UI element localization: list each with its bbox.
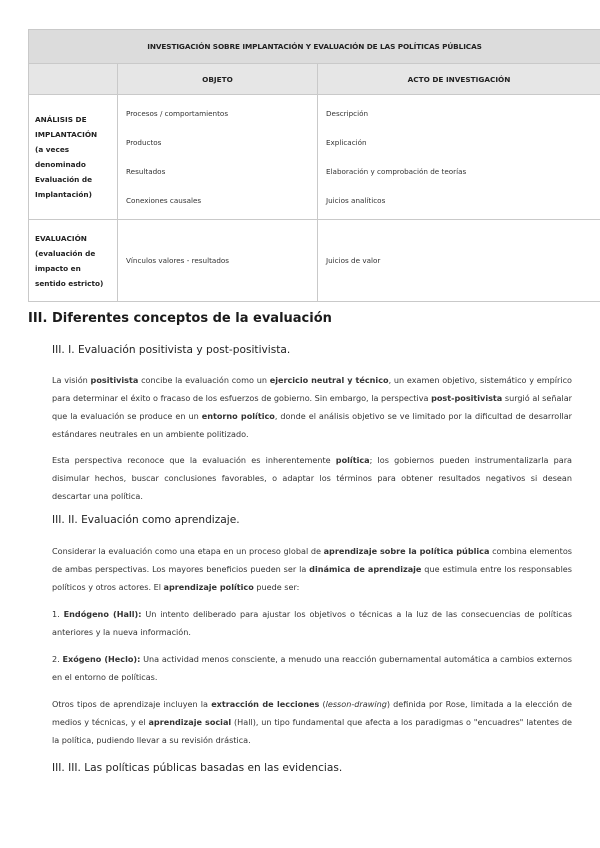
subsection-heading-1: III. I. Evaluación positivista y post-positivista. bbox=[52, 344, 291, 356]
row-header-evaluacion: EVALUACIÓN (evaluación de impacto en sentido estricto) bbox=[29, 220, 118, 302]
table-cell-line: Juicios de valor bbox=[326, 256, 381, 265]
cell-objeto-evaluacion bbox=[118, 220, 318, 302]
table-cell-line: Juicios analíticos bbox=[326, 196, 386, 205]
table-cell-line: Elaboración y comprobación de teorías bbox=[326, 167, 467, 176]
row-header-implantacion: ANÁLISIS DE IMPLANTACIÓN (a veces denominado Evaluación de Implantación) bbox=[29, 95, 118, 220]
paragraph-positivista: La visión positivista concibe la evaluación como un ejercicio neutral y técnico, un examen objetivo, sistemático y empírico para determinar el éxito o fracaso de los esfuerzos de gobierno. Sin embargo, la perspectiva post-positivista surgió al señalar que la evaluación se produce en un entorno político, donde el análisis objetivo se ve limitado por la dificultad de desarrollar estándares neutrales en un ambiente politizado. bbox=[52, 375, 573, 439]
paragraph-aprendizaje: Considerar la evaluación como una etapa en un proceso global de aprendizaje sobre la política pública combina elementos de ambas perspectivas. Los mayores beneficios pueden ser la dinámica de aprendizaje que estimula entre los responsables políticos y otros actores. El aprendizaje político puede ser: bbox=[52, 546, 573, 592]
table-cell-line: Resultados bbox=[126, 167, 166, 176]
paragraph-endogeno: 1. Endógeno (Hall): Un intento deliberado para ajustar los objetivos o técnicas a la luz de las consecuencias de políticas anteriores y la nueva información. bbox=[52, 609, 572, 637]
col-header-acto: ACTO DE INVESTIGACIÓN bbox=[318, 64, 600, 95]
table-cell-line: Conexiones causales bbox=[126, 196, 202, 205]
subsection-heading-3: III. III. Las políticas públicas basadas en las evidencias. bbox=[52, 762, 343, 774]
table-cell-line: Productos bbox=[126, 138, 162, 147]
paragraph-politica: Esta perspectiva reconoce que la evaluación es inherentemente política; los gobiernos pueden instrumentalizarla para disimular hechos, buscar conclusiones favorables, o adaptar los términos para obtener resultados negativos si desean descartar una política. bbox=[52, 455, 572, 501]
table-cell-line: Descripción bbox=[326, 109, 369, 118]
table-cell-line: Procesos / comportamientos bbox=[126, 109, 229, 118]
section-heading: III. Diferentes conceptos de la evaluación bbox=[28, 311, 332, 326]
table-empty-header-cell bbox=[29, 64, 118, 95]
subsection-heading-2: III. II. Evaluación como aprendizaje. bbox=[52, 514, 240, 526]
cell-acto-evaluacion bbox=[318, 220, 600, 302]
paragraph-otros-tipos: Otros tipos de aprendizaje incluyen la extracción de lecciones (lesson-drawing) definida por Rose, limitada a la elección de medios y técnicas, y el aprendizaje social (Hall), un tipo fundamental que afecta a los paradigmas o "encuadres" latentes de la política, pudiendo llevar a su revisión drástica. bbox=[52, 699, 572, 745]
table-title: INVESTIGACIÓN SOBRE IMPLANTACIÓN Y EVALUACIÓN DE LAS POLÍTICAS PÚBLICAS bbox=[29, 30, 600, 64]
cell-acto-implantacion bbox=[318, 95, 600, 220]
paragraph-exogeno: 2. Exógeno (Heclo): Una actividad menos consciente, a menudo una reacción gubernamental automática a cambios externos en el entorno de políticas. bbox=[52, 654, 573, 682]
table-cell-line: Vínculos valores - resultados bbox=[126, 256, 230, 265]
col-header-objeto: OBJETO bbox=[118, 64, 318, 95]
cell-objeto-implantacion bbox=[118, 95, 318, 220]
research-table bbox=[28, 29, 600, 302]
table-cell-line: Explicación bbox=[326, 138, 367, 147]
